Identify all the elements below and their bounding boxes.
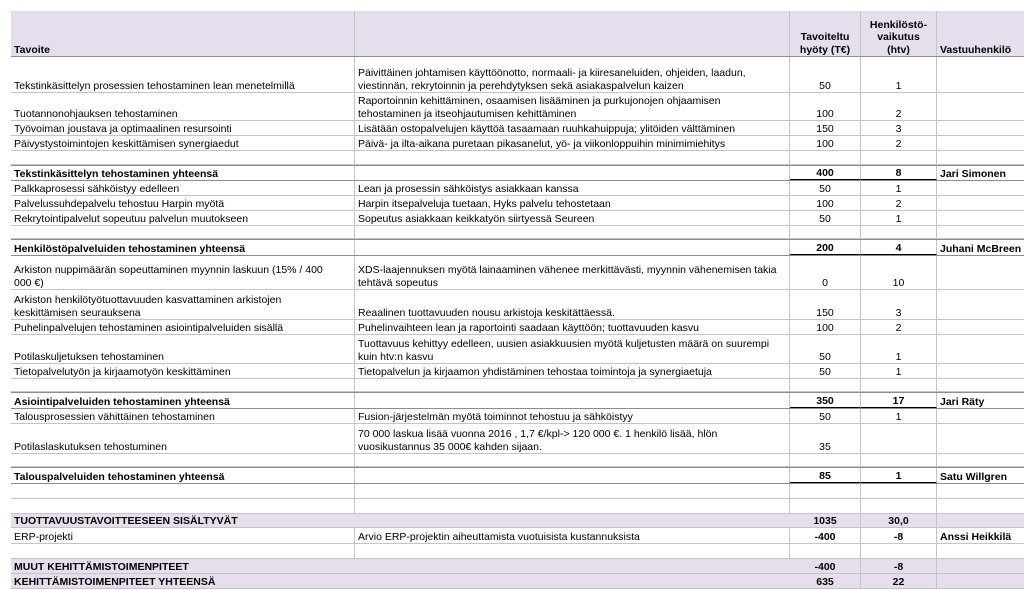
goal-cell[interactable] [11,559,355,573]
goal-cell-text: Talouspalveluiden tehostaminen yhteensä [14,470,225,483]
benefit-cell[interactable] [790,528,861,543]
header-htv-line: (htv) [887,43,910,56]
owner-cell[interactable] [937,379,1024,391]
benefit-cell[interactable] [790,454,861,466]
goal-cell-text: Tekstinkäsittelyn prosessien tehostaminen lean menetelmillä [14,79,295,92]
subtotal-row [11,392,1024,409]
htv-cell[interactable] [861,484,937,498]
owner-cell[interactable] [937,335,1024,363]
goal-cell-text: Asiointipalveluiden tehostaminen yhteensä [14,395,230,408]
htv-cell-text: 1 [895,182,902,195]
goal-cell[interactable] [11,393,355,408]
htv-cell-text: 1 [895,212,902,225]
description-cell[interactable] [355,468,790,483]
description-cell[interactable] [355,424,790,453]
header-htv-line: vaikutus [877,31,920,43]
benefit-cell[interactable] [790,379,861,391]
owner-cell[interactable] [937,364,1024,378]
htv-cell[interactable] [861,499,937,513]
htv-cell[interactable] [861,454,937,466]
description-cell-text: Päivä- ja ilta-aikana puretaan pikasanelut, yö- ja viikonloppuihin minimimiehitys [358,137,726,150]
header-row [11,11,1024,57]
owner-cell[interactable] [937,136,1024,150]
goal-cell-text: Arkiston nuppimäärän sopeuttaminen myynnin laskuun (15% / 400 [14,264,323,276]
description-cell-text: vuosikustannus 35 000€ kahden sijaan. [358,440,542,453]
htv-cell[interactable] [861,93,937,120]
owner-cell[interactable] [937,320,1024,334]
benefit-cell-text: 50 [819,79,831,92]
subtotal-row [11,239,1024,256]
htv-cell-text: 2 [895,137,902,150]
goal-cell[interactable] [11,424,355,453]
description-cell[interactable] [355,559,790,573]
table-row [11,364,1024,379]
header-htv-line: Henkilöstö- [869,18,928,31]
description-cell[interactable] [355,393,790,408]
subtotal-row [11,165,1024,181]
description-cell[interactable] [355,335,790,363]
owner-cell[interactable] [937,544,1024,558]
goal-cell-text: Palvelussuhdepalvelu tehostuu Harpin myötä [14,197,225,210]
owner-cell[interactable] [937,211,1024,225]
description-cell-text: 70 000 laskua lisää vuonna 2016 , 1,7 €/kpl-> 120 000 €. 1 henkilö lisää, hlön [358,428,718,440]
benefit-cell[interactable] [790,335,861,363]
goal-cell-text: ERP-projekti [14,530,73,543]
description-cell[interactable] [355,320,790,334]
htv-cell-text: 1 [895,365,902,378]
htv-cell-text: 2 [895,107,902,120]
header-owner[interactable] [937,11,1024,56]
header-benefit-line: Tavoiteltu [800,31,850,43]
htv-cell[interactable] [861,181,937,195]
description-cell[interactable] [355,379,790,391]
owner-cell[interactable] [937,393,1024,408]
goal-cell[interactable] [11,544,355,558]
benefit-cell[interactable] [790,196,861,210]
goal-cell-text: keskittämisen seurauksena [14,306,141,319]
header-benefit-line: hyöty (T€) [799,43,851,56]
benefit-cell[interactable] [790,256,861,289]
goal-cell-text: 000 €) [14,276,44,289]
htv-cell[interactable] [861,559,937,573]
benefit-cell-text: 100 [816,107,834,120]
table-row [11,181,1024,196]
table-row [11,320,1024,335]
goal-cell[interactable] [11,514,355,527]
owner-cell[interactable] [937,196,1024,210]
htv-cell-text: 30,0 [888,514,909,527]
owner-cell-text: Anssi Heikkilä [940,530,1012,543]
table-row [11,256,1024,290]
header-goal[interactable] [11,11,355,56]
goal-cell-text: MUUT KEHITTÄMISTOIMENPITEET [14,560,189,573]
description-cell-text: Tuottavuus kehittyy edelleen, uusien asiakkuusien myötä kuljetusten määrä on suurempi [358,338,770,350]
benefit-cell[interactable] [790,226,861,238]
htv-cell[interactable] [861,290,937,319]
benefit-cell[interactable] [790,240,861,255]
owner-cell[interactable] [937,256,1024,289]
description-cell[interactable] [355,364,790,378]
htv-cell-text: 1 [895,79,902,92]
htv-cell[interactable] [861,121,937,135]
htv-cell[interactable] [861,544,937,558]
htv-cell-text: 3 [895,306,902,319]
description-cell-text: kuin htv:n kasvu [358,350,434,363]
benefit-cell[interactable] [790,211,861,225]
owner-cell[interactable] [937,499,1024,513]
owner-cell[interactable] [937,226,1024,238]
goal-cell[interactable] [11,256,355,289]
goal-cell[interactable] [11,290,355,319]
benefit-cell[interactable] [790,57,861,92]
benefit-cell[interactable] [790,544,861,558]
header-owner-label: Vastuuhenkilö [940,43,1012,56]
description-cell[interactable] [355,121,790,135]
header-benefit[interactable] [790,11,861,56]
benefit-cell[interactable] [790,409,861,423]
owner-cell[interactable] [937,121,1024,135]
benefit-cell[interactable] [790,559,861,573]
description-cell[interactable] [355,514,790,527]
goal-cell-text: Tietopalvelutyön ja kirjaamotyön keskittäminen [14,365,231,378]
description-cell[interactable] [355,181,790,195]
benefit-cell-text: 85 [819,469,831,482]
total-row [11,514,1024,528]
description-cell[interactable] [355,484,790,498]
benefit-cell-text: 50 [819,212,831,225]
goal-cell[interactable] [11,454,355,466]
htv-cell-text: 1 [895,410,902,423]
htv-cell-text: 4 [895,241,902,254]
goal-cell-text: Tuotannonohjauksen tehostaminen [14,107,178,120]
goal-cell[interactable] [11,528,355,543]
benefit-cell[interactable] [790,136,861,150]
htv-cell[interactable] [861,468,937,483]
goal-cell[interactable] [11,240,355,255]
description-cell[interactable] [355,574,790,588]
description-cell[interactable] [355,290,790,319]
table-row [11,409,1024,424]
htv-cell-text: 1 [895,350,902,363]
benefit-cell-text: -400 [814,560,836,573]
description-cell[interactable] [355,93,790,120]
goal-cell-text: Puhelinpalvelujen tehostaminen asiointipalveluiden sisällä [14,321,284,334]
goal-cell[interactable] [11,57,355,92]
total-row [11,559,1024,574]
owner-cell[interactable] [937,559,1024,573]
goal-cell[interactable] [11,484,355,498]
htv-cell[interactable] [861,57,937,92]
goal-cell[interactable] [11,181,355,195]
blank-row [11,499,1024,514]
description-cell[interactable] [355,166,790,180]
description-cell-text: Fusion-järjestelmän myötä toiminnot tehostuu ja sähköistyy [358,410,633,423]
htv-cell[interactable] [861,226,937,238]
benefit-cell-text: 0 [822,276,828,289]
htv-cell[interactable] [861,335,937,363]
goal-cell-text: Päivystystoimintojen keskittämisen synergiaedut [14,137,239,150]
benefit-cell-text: 635 [816,575,834,588]
table-row [11,528,1024,544]
benefit-cell-text: 100 [816,321,834,334]
header-goal-label: Tavoite [14,43,50,56]
owner-cell-text: Jari Räty [940,395,985,408]
blank-row [11,454,1024,467]
table-row [11,335,1024,364]
htv-cell[interactable] [861,151,937,164]
goal-cell-text: Työvoiman joustava ja optimaalinen resursointi [14,122,232,135]
htv-cell[interactable] [861,320,937,334]
description-cell[interactable] [355,151,790,164]
description-cell[interactable] [355,196,790,210]
goal-cell[interactable] [11,196,355,210]
description-cell-text: tehtävä sopeutus [358,276,438,289]
htv-cell-text: -8 [893,560,904,573]
description-cell[interactable] [355,409,790,423]
benefit-cell-text: 350 [816,394,834,407]
description-cell-text: Raportoinnin kehittäminen, osaamisen lisääminen ja purkujonojen ohjaamisen [358,95,721,107]
goal-cell[interactable] [11,226,355,238]
benefit-cell[interactable] [790,468,861,483]
blank-row [11,226,1024,239]
goal-cell[interactable] [11,574,355,588]
goal-cell-text: Potilaslaskutuksen tehostuminen [14,440,167,453]
htv-cell-text: 22 [892,575,905,588]
htv-cell[interactable] [861,211,937,225]
goal-cell-text: KEHITTÄMISTOIMENPITEET YHTEENSÄ [14,575,216,588]
description-cell[interactable] [355,240,790,255]
benefit-cell-text: 400 [816,166,834,179]
benefit-cell[interactable] [790,290,861,319]
goal-cell-text: Tekstinkäsittelyn tehostaminen yhteensä [14,167,219,180]
benefit-cell-text: 35 [819,440,831,453]
htv-cell[interactable] [861,136,937,150]
benefit-cell-text: 1035 [813,514,837,527]
goal-cell[interactable] [11,136,355,150]
blank-row [11,484,1024,499]
description-cell-text: Arvio ERP-projektin aiheuttamista vuotuisista kustannuksista [358,530,640,543]
description-cell-text: Lisätään ostopalvelujen käyttöä tasaamaan ruuhkahuippuja; ylitöiden välttäminen [358,122,736,135]
goal-cell-text: Rekrytointipalvelut sopeutuu palvelun muutokseen [14,212,249,225]
benefit-cell[interactable] [790,484,861,498]
benefit-cell[interactable] [790,181,861,195]
description-cell-text: Harpin itsepalveluja tuetaan, Hyks palvelu tehostetaan [358,197,611,210]
htv-cell-text: 2 [895,197,902,210]
table-row [11,211,1024,226]
goal-cell-text: TUOTTAVUUSTAVOITTEESEEN SISÄLTYVÄT [14,514,238,527]
owner-cell[interactable] [937,454,1024,466]
blank-row [11,544,1024,559]
description-cell-text: Reaalinen tuottavuuden nousu arkistoja keskitättäessä. [358,306,615,319]
goal-cell[interactable] [11,409,355,423]
benefit-cell[interactable] [790,364,861,378]
owner-cell[interactable] [937,290,1024,319]
total-row [11,574,1024,589]
benefit-cell-text: 150 [816,306,834,319]
goal-cell-text: Talousprosessien vähittäinen tehostaminen [14,410,215,423]
description-cell-text: Päivittäinen johtamisen käyttöönotto, normaali- ja kiiresaneluiden, ohjeiden, laadun, [358,67,746,79]
description-cell[interactable] [355,226,790,238]
benefit-cell[interactable] [790,93,861,120]
benefit-cell[interactable] [790,166,861,180]
htv-cell-text: 10 [892,276,905,289]
spreadsheet-table [11,11,1024,590]
htv-cell-text: 1 [895,469,902,482]
blank-row [11,379,1024,392]
htv-cell[interactable] [861,364,937,378]
table-row [11,57,1024,93]
goal-cell-text: Palkkaprosessi sähköistyy edelleen [14,182,180,195]
benefit-cell[interactable] [790,574,861,588]
htv-cell[interactable] [861,409,937,423]
owner-cell[interactable] [937,409,1024,423]
description-cell[interactable] [355,136,790,150]
goal-cell-text: Henkilöstöpalveluiden tehostaminen yhteensä [14,242,246,255]
benefit-cell-text: 100 [816,137,834,150]
benefit-cell[interactable] [790,151,861,164]
owner-cell[interactable] [937,151,1024,164]
benefit-cell-text: 200 [816,241,834,254]
table-row [11,93,1024,121]
htv-cell[interactable] [861,528,937,543]
goal-cell-text: Potilaskuljetuksen tehostaminen [14,350,165,363]
owner-cell[interactable] [937,468,1024,483]
description-cell[interactable] [355,256,790,289]
htv-cell-text: -8 [893,530,904,543]
benefit-cell[interactable] [790,121,861,135]
header-htv[interactable] [861,11,937,56]
owner-cell[interactable] [937,166,1024,180]
description-cell-text: XDS-laajennuksen myötä lainaaminen vähenee merkittävästi, myynnin vähenemisen takia [358,264,777,276]
description-cell-text: tehostaminen ja itseohjautumisen kehittäminen [358,107,577,120]
description-cell[interactable] [355,528,790,543]
htv-cell[interactable] [861,424,937,453]
benefit-cell[interactable] [790,320,861,334]
description-cell[interactable] [355,57,790,92]
htv-cell[interactable] [861,379,937,391]
description-cell-text: Sopeutus asiakkaan keikkatyön siirtyessä Seureen [358,212,595,225]
goal-cell[interactable] [11,93,355,120]
owner-cell[interactable] [937,424,1024,453]
description-cell[interactable] [355,211,790,225]
table-row [11,424,1024,454]
owner-cell[interactable] [937,181,1024,195]
owner-cell[interactable] [937,240,1024,255]
benefit-cell-text: 150 [816,122,834,135]
description-cell[interactable] [355,499,790,513]
htv-cell[interactable] [861,166,937,180]
owner-cell[interactable] [937,574,1024,588]
owner-cell[interactable] [937,93,1024,120]
goal-cell[interactable] [11,379,355,391]
goal-cell[interactable] [11,166,355,180]
benefit-cell[interactable] [790,393,861,408]
htv-cell[interactable] [861,240,937,255]
htv-cell-text: 2 [895,321,902,334]
goal-cell[interactable] [11,364,355,378]
htv-cell[interactable] [861,393,937,408]
benefit-cell-text: 50 [819,410,831,423]
table-row [11,136,1024,151]
benefit-cell-text: 50 [819,365,831,378]
owner-cell-text: Juhani McBreen [940,242,1022,255]
benefit-cell-text: 50 [819,350,831,363]
description-cell[interactable] [355,454,790,466]
goal-cell-text: Arkiston henkilötyötuottavuuden kasvattaminen arkistojen [14,294,282,306]
goal-cell[interactable] [11,499,355,513]
benefit-cell[interactable] [790,424,861,453]
table-row [11,196,1024,211]
htv-cell[interactable] [861,256,937,289]
goal-cell[interactable] [11,151,355,164]
owner-cell-text: Satu Willgren [940,470,1007,483]
table-row [11,121,1024,136]
goal-cell[interactable] [11,121,355,135]
goal-cell[interactable] [11,468,355,483]
owner-cell[interactable] [937,57,1024,92]
htv-cell[interactable] [861,574,937,588]
htv-cell-text: 17 [892,394,905,407]
goal-cell[interactable] [11,335,355,363]
benefit-cell-text: -400 [814,530,836,543]
benefit-cell-text: 50 [819,182,831,195]
htv-cell-text: 3 [895,122,902,135]
owner-cell[interactable] [937,484,1024,498]
owner-cell[interactable] [937,528,1024,543]
subtotal-row [11,467,1024,484]
htv-cell[interactable] [861,196,937,210]
owner-cell[interactable] [937,514,1024,527]
description-cell-text: Tietopalvelun ja kirjaamon yhdistäminen tehostaa toimintoja ja synergiaetuja [358,365,712,378]
description-cell-text: Lean ja prosessin sähköistys asiakkaan kanssa [358,182,579,195]
htv-cell-text: 8 [895,166,902,179]
htv-cell[interactable] [861,514,937,527]
owner-cell-text: Jari Simonen [940,167,1006,180]
blank-row [11,151,1024,165]
table-row [11,290,1024,320]
header-description[interactable] [355,11,790,56]
benefit-cell-text: 100 [816,197,834,210]
description-cell-text: viestinnän, rekrytoinnin ja perehdytyksen sekä asiakaspalvelun kaizen [358,79,684,92]
description-cell-text: Puhelinvaihteen lean ja raportointi saadaan käyttöön; tuottavuuden kasvu [358,321,699,334]
benefit-cell[interactable] [790,514,861,527]
goal-cell[interactable] [11,211,355,225]
goal-cell[interactable] [11,320,355,334]
description-cell[interactable] [355,544,790,558]
benefit-cell[interactable] [790,499,861,513]
